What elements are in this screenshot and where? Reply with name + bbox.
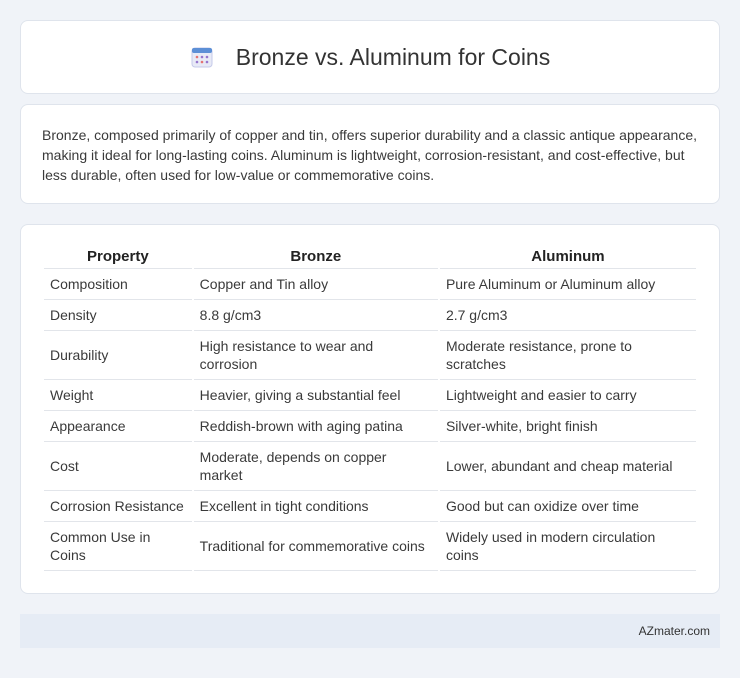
aluminum-cell: Lower, abundant and cheap material (440, 442, 696, 491)
property-cell: Cost (44, 442, 192, 491)
intro-text: Bronze, composed primarily of copper and tin, offers superior durability and a classic antique appearance, making it ideal for long-lasting coins. Aluminum is lightweight, corrosion-resistant, and cost-effective, but less durable, often used for low-value or commemorative coins. (42, 127, 697, 183)
aluminum-cell: Moderate resistance, prone to scratches (440, 331, 696, 380)
calendar-icon (190, 45, 214, 69)
bronze-cell: Reddish-brown with aging patina (194, 411, 438, 442)
aluminum-cell: Silver-white, bright finish (440, 411, 696, 442)
title-card (20, 20, 720, 94)
property-cell: Appearance (44, 411, 192, 442)
property-cell: Common Use in Coins (44, 522, 192, 571)
table-row (44, 331, 696, 380)
aluminum-cell: Good but can oxidize over time (440, 491, 696, 522)
intro-card (20, 104, 720, 204)
aluminum-cell: 2.7 g/cm3 (440, 300, 696, 331)
aluminum-cell: Lightweight and easier to carry (440, 380, 696, 411)
bronze-cell: Copper and Tin alloy (194, 269, 438, 300)
bronze-cell: High resistance to wear and corrosion (194, 331, 438, 380)
property-cell: Durability (44, 331, 192, 380)
column-header-property: Property (44, 245, 192, 269)
table-row (44, 491, 696, 522)
bronze-cell: 8.8 g/cm3 (194, 300, 438, 331)
comparison-card (20, 224, 720, 594)
column-header-aluminum: Aluminum (440, 245, 696, 269)
table-row (44, 411, 696, 442)
bronze-cell: Excellent in tight conditions (194, 491, 438, 522)
aluminum-cell: Pure Aluminum or Aluminum alloy (440, 269, 696, 300)
bronze-cell: Traditional for commemorative coins (194, 522, 438, 571)
property-cell: Weight (44, 380, 192, 411)
footer-brand: AZmater.com (638, 624, 710, 638)
table-row (44, 380, 696, 411)
comparison-table (42, 245, 698, 571)
table-row (44, 269, 696, 300)
footer-bar (20, 614, 720, 648)
bronze-cell: Heavier, giving a substantial feel (194, 380, 438, 411)
column-header-bronze: Bronze (194, 245, 438, 269)
table-row (44, 522, 696, 571)
property-cell: Composition (44, 269, 192, 300)
property-cell: Density (44, 300, 192, 331)
table-row (44, 300, 696, 331)
page-title: Bronze vs. Aluminum for Coins (235, 43, 551, 70)
property-cell: Corrosion Resistance (44, 491, 192, 522)
aluminum-cell: Widely used in modern circulation coins (440, 522, 696, 571)
bronze-cell: Moderate, depends on copper market (194, 442, 438, 491)
table-row (44, 442, 696, 491)
